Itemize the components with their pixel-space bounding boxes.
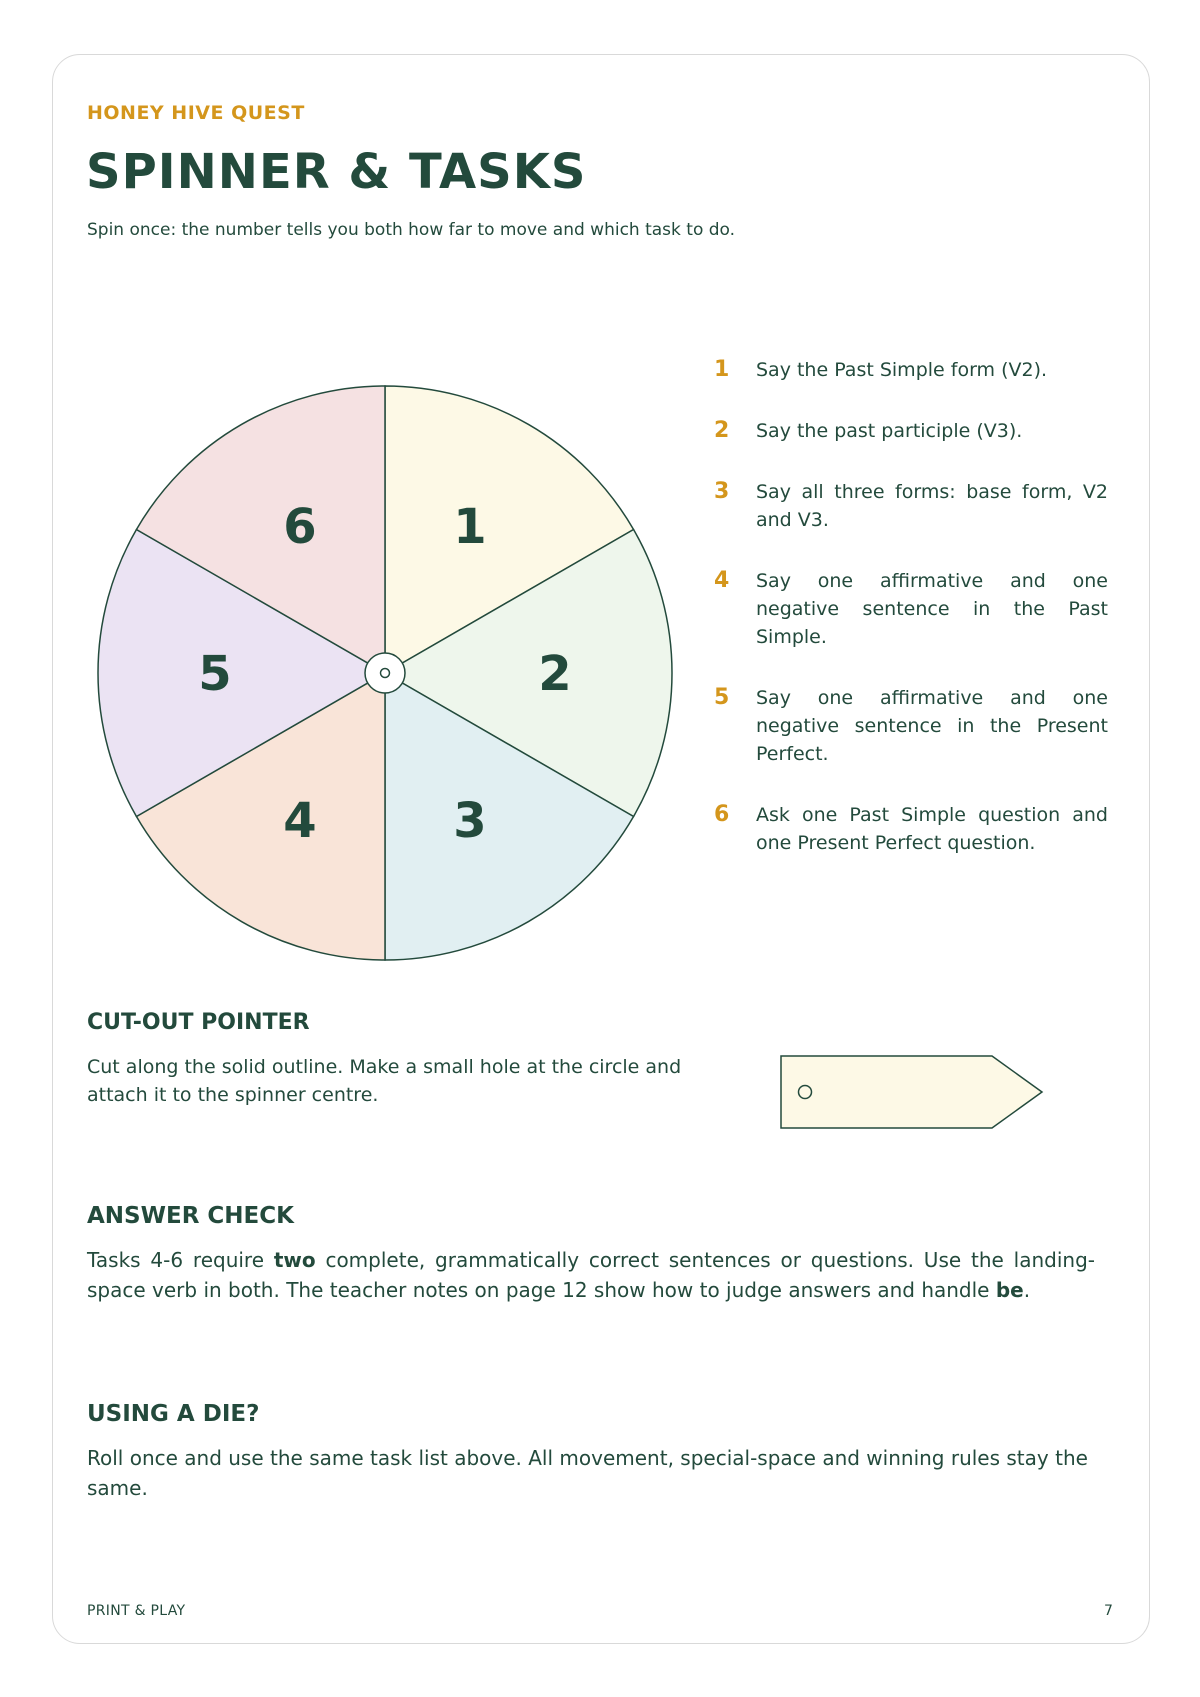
task-text: Ask one Past Simple question and one Present Perfect question. [756,804,1108,854]
pointer-heading: CUT-OUT POINTER [87,1010,310,1035]
task-number: 5 [714,685,730,710]
task-item-4 [714,567,1108,651]
task-text: Say one affirmative and one negative sentence in the Present Perfect. [756,687,1108,765]
pointer-instructions: Cut along the solid outline. Make a small hole at the circle and attach it to the spinner centre. [87,1056,682,1106]
task-number: 1 [714,357,730,382]
task-item-2 [714,417,1108,445]
task-number: 4 [714,568,730,593]
answer-bold-two: two [273,1248,316,1272]
spinner-label-4: 4 [283,793,317,850]
task-number: 2 [714,418,730,443]
spinner-label-6: 6 [283,498,317,555]
spinner-hub [365,653,405,693]
using-die-text: Roll once and use the same task list above. All movement, special-space and winning rules stay the same. [87,1446,1088,1500]
task-text: Say all three forms: base form, V2 and V3. [756,481,1108,531]
answer-check-text [87,1245,1095,1305]
using-die-heading: USING A DIE? [87,1401,260,1427]
task-text: Say the Past Simple form (V2). [756,359,1048,381]
page-title: SPINNER & TASKS [86,144,587,200]
task-item-1 [714,356,1108,384]
answer-text-part: Tasks 4-6 require [87,1248,274,1272]
task-number: 6 [714,802,730,827]
task-item-5 [714,684,1108,768]
cut-out-pointer [780,1055,1050,1129]
answer-bold-be: be [995,1278,1024,1302]
spinner-wheel [95,383,675,963]
answer-check-heading: ANSWER CHECK [87,1203,294,1229]
page-number: 7 [1104,1603,1113,1619]
series-kicker: HONEY HIVE QUEST [87,102,305,124]
spinner-label-5: 5 [198,646,232,702]
spinner-label-3: 3 [453,793,487,850]
pointer-outline [781,1056,1042,1128]
task-number: 3 [714,479,730,504]
task-text: Say the past participle (V3). [756,420,1023,442]
answer-text-part: complete, grammatically correct sentences or questions. Use the landing-space verb in both. The teacher notes on page 12 show how to judge answers and handle [87,1248,1095,1302]
spinner-label-2: 2 [538,646,572,702]
footer-label: PRINT & PLAY [87,1603,186,1619]
intro-text: Spin once: the number tells you both how far to move and which task to do. [87,220,736,240]
task-text: Say one affirmative and one negative sentence in the Past Simple. [756,570,1108,648]
spinner-label-1: 1 [453,498,487,555]
task-item-3 [714,478,1108,534]
answer-text-part: . [1023,1278,1031,1302]
task-item-6 [714,801,1108,857]
